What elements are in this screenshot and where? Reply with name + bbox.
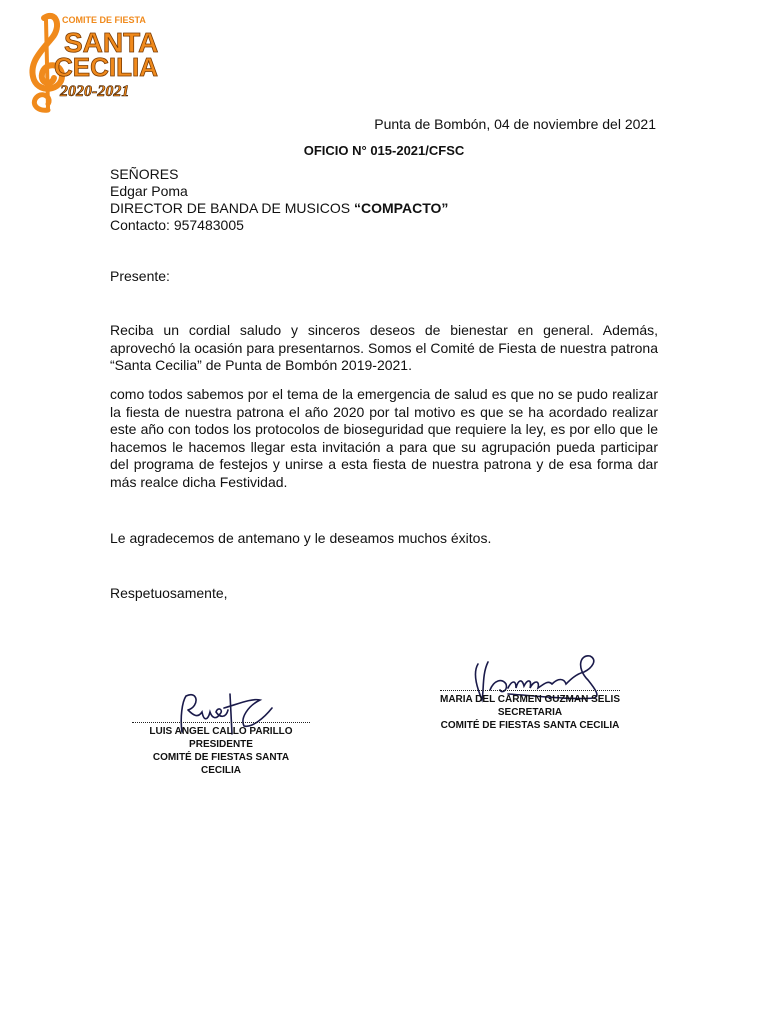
- svg-text:SANTA: SANTA: [64, 27, 159, 58]
- recipient-title: DIRECTOR DE BANDA DE MUSICOS: [110, 200, 355, 216]
- recipient-contact: Contacto: 957483005: [110, 217, 244, 233]
- committee-logo: [22, 8, 162, 118]
- svg-text:2020-2021: 2020-2021: [60, 83, 130, 100]
- recipient-block: [110, 166, 448, 234]
- greeting: Presente:: [110, 268, 170, 284]
- recipient-line-3: [110, 200, 448, 217]
- recipient-line-1: SEÑORES: [110, 166, 179, 182]
- band-name: “COMPACTO”: [354, 200, 449, 216]
- closing: Respetuosamente,: [110, 585, 228, 601]
- president-signature-block: [132, 722, 310, 777]
- treble-clef-logo-icon: [22, 8, 162, 118]
- president-role: PRESIDENTE: [189, 739, 253, 750]
- secretary-role: SECRETARIA: [497, 707, 563, 718]
- secretary-org: COMITÉ DE FIESTAS SANTA CECILIA: [440, 720, 620, 731]
- secretary-signature-block: [440, 690, 620, 732]
- recipient-line-2: Edgar Poma: [110, 183, 188, 199]
- signature-line: [132, 722, 310, 723]
- president-org: COMITÉ DE FIESTAS SANTA CECILIA: [152, 752, 290, 776]
- oficio-number: OFICIO N° 015-2021/CFSC: [303, 143, 465, 158]
- signature-line: [440, 690, 620, 691]
- thanks-line: Le agradecemos de antemano y le deseamos muchos éxitos.: [110, 530, 492, 546]
- president-name: LUIS ANGEL CALLO PARILLO: [149, 726, 293, 737]
- svg-text:COMITE DE FIESTA: COMITE DE FIESTA: [62, 15, 146, 25]
- paragraph-1: Reciba un cordial saludo y sinceros deseos de bienestar en general. Además, aprovechó la ocasión para presentarnos. Somos el Comité de Fiesta de nuestra patrona “Santa Cecilia” de Punta de Bombón 2019-2021.: [110, 322, 658, 373]
- paragraph-2: como todos sabemos por el tema de la emergencia de salud es que no se pudo realizar la fiesta de nuestra patrona el año 2020 por tal motivo es que se ha acordado realizar este año con todos los protocolos de bioseguridad que requiere la ley, es por ello que le hacemos le hacemos llegar esta invitación a para que su agrupación pueda participar del programa de festejos y unirse a esta fiesta de nuestra patrona y de esa forma dar más realce dicha Festividad.: [110, 386, 658, 490]
- svg-text:CECILIA: CECILIA: [54, 52, 158, 82]
- letter-date: Punta de Bombón, 04 de noviembre del 2021: [374, 116, 656, 132]
- secretary-name: MARIA DEL CARMEN GUZMAN SELIS: [440, 694, 620, 705]
